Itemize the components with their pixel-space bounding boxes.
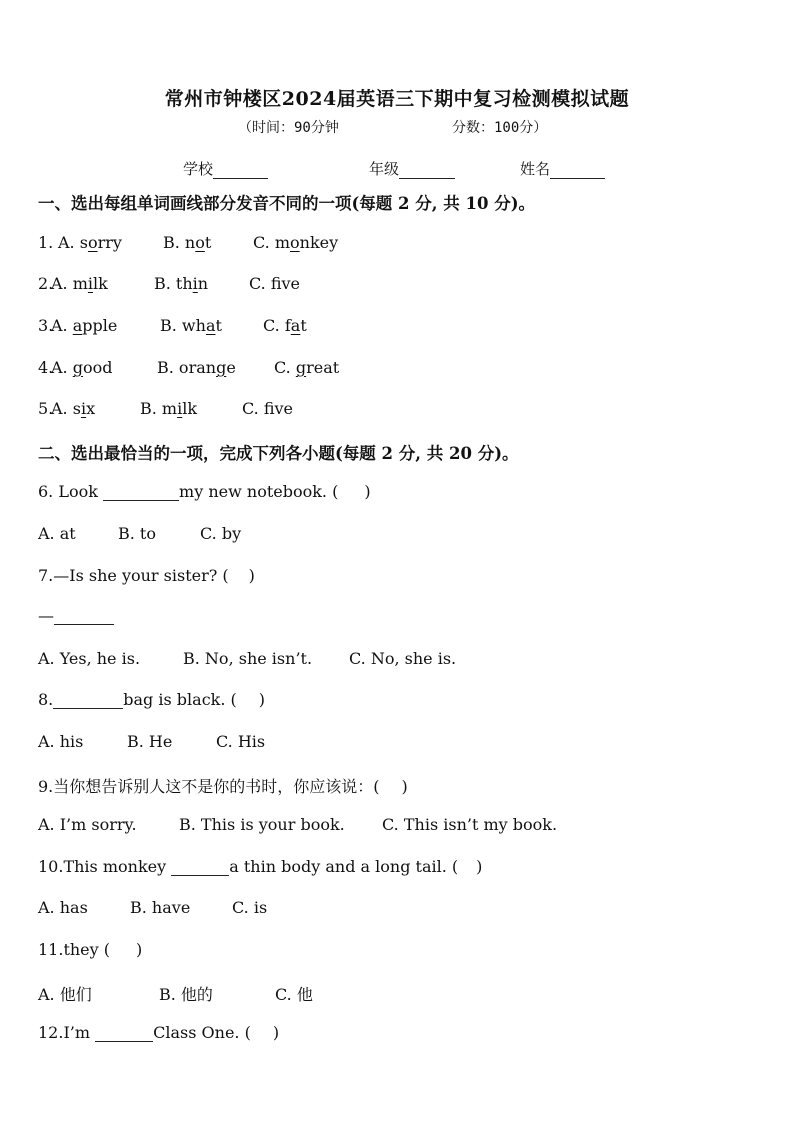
option-b: B. thin xyxy=(154,274,209,293)
option-a: A. I’m sorry. xyxy=(38,815,137,834)
answer-blank xyxy=(171,859,229,876)
option-b: B. what xyxy=(160,316,222,335)
option-c: C. No, she is. xyxy=(349,649,457,668)
name-label: 姓名 xyxy=(520,160,551,178)
page-title: 常州市钟楼区2024届英语三下期中复习检测模拟试题 xyxy=(164,88,630,110)
option-c: C. is xyxy=(232,898,268,917)
answer-blank xyxy=(53,692,123,709)
option-b: B. to xyxy=(118,524,156,543)
option-b: B. He xyxy=(127,732,173,751)
total-score: 分数：100分） xyxy=(452,120,548,136)
option-b: B. 他的 xyxy=(159,985,213,1004)
option-b: B. No, she isn’t. xyxy=(183,649,313,668)
section-1-heading: 一、选出每组单词画线部分发音不同的一项(每题 2 分, 共 10 分)。 xyxy=(38,194,536,213)
answer-blank xyxy=(95,1025,153,1042)
question-number: 3. xyxy=(38,316,54,335)
question-11: 11.they ( ) xyxy=(38,940,143,959)
option-a: A. sorry xyxy=(58,233,122,252)
question-number: 5. xyxy=(38,399,54,418)
option-b: B. This is your book. xyxy=(179,815,345,834)
question-12: 12.I’m Class One. ( ) xyxy=(38,1023,280,1042)
school-field xyxy=(183,158,268,179)
question-4 xyxy=(38,358,340,377)
grade-field xyxy=(369,158,455,179)
question-7: 7.—Is she your sister? ( ) xyxy=(38,566,255,585)
option-c: C. 他 xyxy=(275,985,313,1004)
option-c: C. This isn’t my book. xyxy=(382,815,558,834)
question-9: 9.当你想告诉别人这不是你的书时，你应该说：( ) xyxy=(38,777,408,796)
name-field xyxy=(520,158,605,179)
option-c: C. His xyxy=(216,732,266,751)
question-10: 10.This monkey a thin body and a long tail. ( ) xyxy=(38,857,483,876)
question-3 xyxy=(38,316,307,335)
option-a: A. has xyxy=(38,898,88,917)
question-1 xyxy=(38,233,339,252)
name-blank xyxy=(550,162,605,179)
option-c: C. monkey xyxy=(253,233,339,252)
question-5 xyxy=(38,399,294,418)
option-b: B. milk xyxy=(140,399,198,418)
option-b: B. not xyxy=(163,233,212,252)
question-7-answer-line: — xyxy=(38,606,114,625)
section-2-heading: 二、选出最恰当的一项，完成下列各小题(每题 2 分, 共 20 分)。 xyxy=(38,444,519,463)
option-a: A. milk xyxy=(51,274,108,293)
question-2 xyxy=(38,274,301,293)
option-a: A. six xyxy=(51,399,96,418)
question-number: 4. xyxy=(38,358,54,377)
answer-blank xyxy=(54,608,114,625)
answer-blank xyxy=(103,484,179,501)
option-b: B. orange xyxy=(157,358,236,377)
option-c: C. by xyxy=(200,524,242,543)
school-blank xyxy=(213,162,268,179)
option-a: A. apple xyxy=(51,316,118,335)
question-number: 1. xyxy=(38,233,54,252)
option-c: C. fve xyxy=(249,274,301,293)
option-c: C. fve xyxy=(242,399,294,418)
option-a: A. at xyxy=(38,524,76,543)
question-6: 6. Look my new notebook. ( ) xyxy=(38,482,371,501)
option-c: C. great xyxy=(274,358,340,377)
option-a: A. his xyxy=(38,732,84,751)
option-a: A. 他们 xyxy=(38,985,92,1004)
school-label: 学校 xyxy=(183,160,214,178)
grade-label: 年级 xyxy=(369,160,400,178)
question-number: 2. xyxy=(38,274,54,293)
option-a: A. good xyxy=(51,358,113,377)
question-8: 8. bag is black. ( ) xyxy=(38,690,266,709)
grade-blank xyxy=(399,162,455,179)
option-c: C. fat xyxy=(263,316,307,335)
option-a: A. Yes, he is. xyxy=(38,649,141,668)
option-b: B. have xyxy=(130,898,191,917)
time-limit: （时间：90分钟 xyxy=(238,120,339,136)
